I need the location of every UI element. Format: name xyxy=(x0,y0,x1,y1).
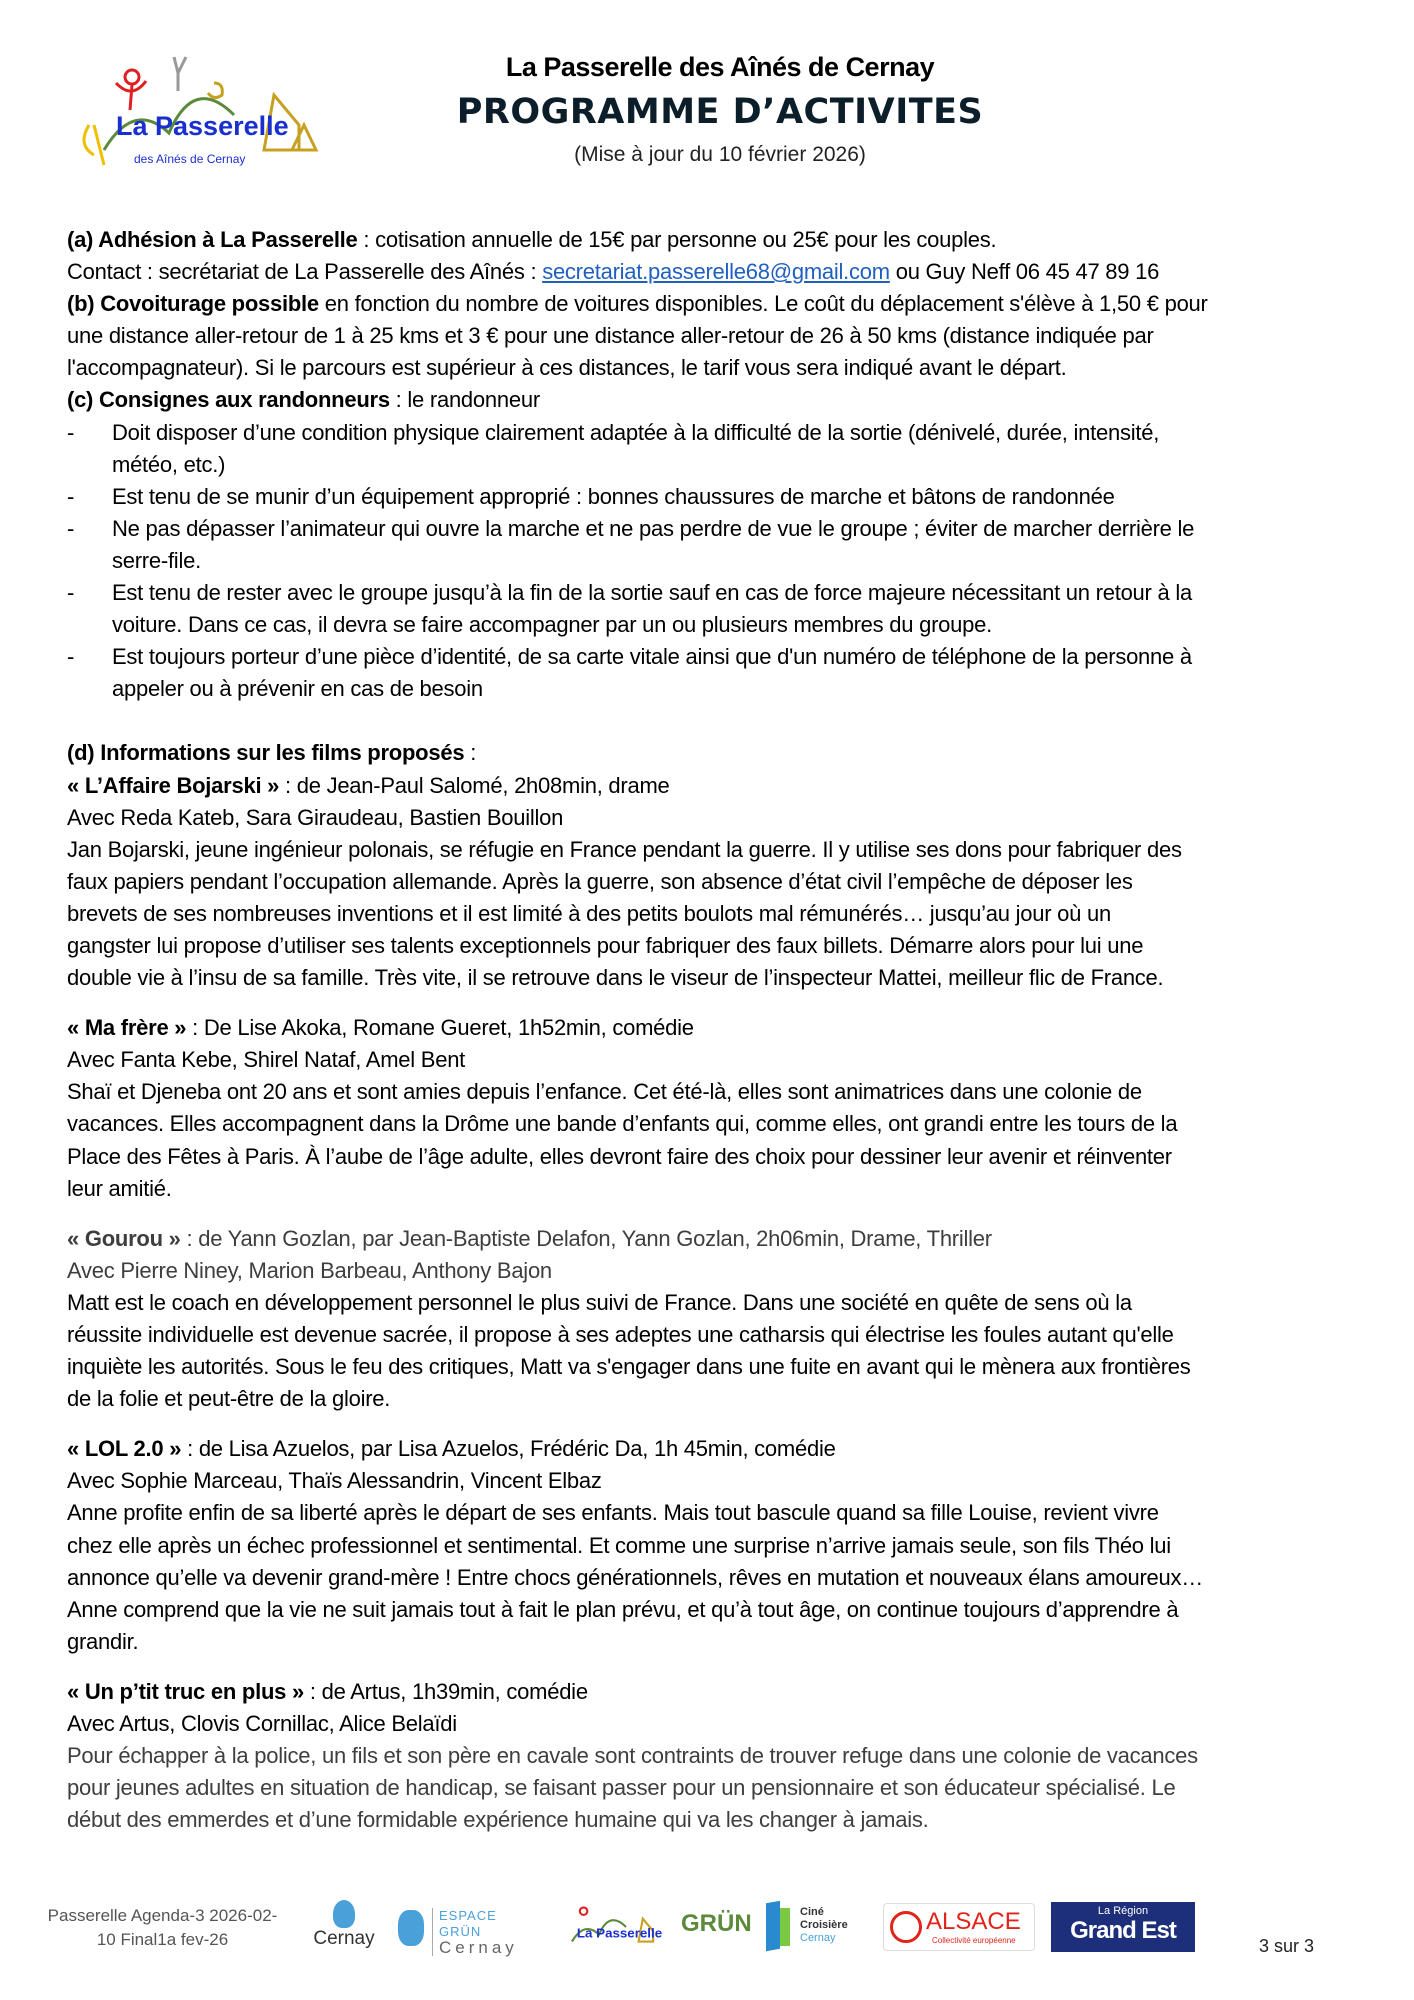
hiker-rule-line: Doit disposer d’une condition physique clairement adaptée à la difficulté de la sortie (dénivelé, durée, intensité, xyxy=(112,419,1160,445)
hiker-rule-line: Est tenu de se munir d’un équipement approprié : bonnes chaussures de marche et bâtons de randonnée xyxy=(112,483,1115,509)
film-synopsis-line: brevets de ses nombreuses inventions et il est limité à des petits boulots mal rémunérés… jusqu’au jour où un xyxy=(67,900,1111,926)
hiker-rule-line: Est tenu de rester avec le groupe jusqu’à la fin de la sortie sauf en cas de force majeure nécessitant un retour à la xyxy=(112,580,1192,606)
hiker-rule-line: voiture. Dans ce cas, il devra se faire accompagner par un ou plusieurs membres du groupe. xyxy=(112,612,992,638)
films-list xyxy=(67,770,1357,1837)
film-title: « Un p’tit truc en plus » xyxy=(67,1678,304,1704)
film-details: : de Artus, 1h39min, comédie xyxy=(304,1678,588,1704)
film-synopsis-line: leur amitié. xyxy=(67,1175,172,1201)
film-entry xyxy=(67,1223,1357,1416)
film-details: : De Lise Akoka, Romane Gueret, 1h52min, comédie xyxy=(186,1015,694,1041)
film-synopsis-line: Anne profite enfin de sa liberté après le départ de ses enfants. Mais tout bascule quand sa fille Louise, revient vivre xyxy=(67,1500,1159,1526)
hiker-rule-line: appeler ou à prévenir en cas de besoin xyxy=(112,676,483,702)
bullet-dash: - xyxy=(67,419,75,445)
grun-logo: GRÜN xyxy=(681,1910,752,1937)
page-number: 3 sur 3 xyxy=(1259,1936,1315,1956)
film-synopsis-line: faux papiers pendant l’occupation allemande. Après la guerre, son absence d’état civil l’empêche de déposer les xyxy=(67,868,1133,894)
film-synopsis-line: réussite individuelle est devenue sacrée, il propose à ses adeptes une catharsis qui électrise les foules autant qu'elle xyxy=(67,1322,1174,1347)
carpool-text: en fonction du nombre de voitures disponibles. Le coût du déplacement s'élève à 1,50 € pour xyxy=(318,291,1208,317)
la-passerelle-small-logo xyxy=(559,1902,664,1952)
membership-text: : cotisation annuelle de 15€ par personne ou 25€ pour les couples. xyxy=(357,227,997,252)
film-cast: Avec Pierre Niney, Marion Barbeau, Anthony Bajon xyxy=(67,1257,552,1283)
contact-label: Contact : secrétariat de La Passerelle des Aînés : xyxy=(67,259,543,285)
film-cast: Avec Artus, Clovis Cornillac, Alice Belaïdi xyxy=(67,1711,457,1737)
carpool-heading: (b) Covoiturage possible xyxy=(67,291,319,317)
hiker-rule-line: Est toujours porteur d’une pièce d’identité, de sa carte vitale ainsi que d'un numéro de téléphone de la personne à xyxy=(112,644,1192,670)
film-entry xyxy=(67,1433,1357,1658)
films-colon: : xyxy=(464,740,477,766)
film-synopsis-line: double vie à l’insu de sa famille. Très vite, il se retrouve dans le viseur de l’inspecteur Mattei, meilleur flic de France. xyxy=(67,965,1164,991)
film-title: « L’Affaire Bojarski » xyxy=(67,772,280,798)
film-synopsis-line: inquiète les autorités. Sous le feu des critiques, Matt va s'engager dans une fuite en avant qui le mènera aux frontières xyxy=(67,1354,1191,1380)
cernay-logo: Cernay xyxy=(308,1900,380,1950)
contact-line xyxy=(67,256,1357,288)
film-heading xyxy=(67,1012,1357,1044)
hiker-rule-line: serre-file. xyxy=(112,547,201,573)
film-synopsis-line: vacances. Elles accompagnent dans la Drôme une bande d’enfants qui, comme elles, ont grandi entre les tours de la xyxy=(67,1111,1178,1137)
film-heading xyxy=(67,1676,1357,1708)
film-synopsis-line: Jan Bojarski, jeune ingénieur polonais, se réfugie en France pendant la guerre. Il y utilise ses dons pour fabriquer des xyxy=(67,836,1182,862)
film-synopsis-line: annonce qu’elle va devenir grand-mère ! Entre chocs générationnels, rêves en mutation et nouveaux élans amoureux… xyxy=(67,1564,1203,1590)
hiker-rule-line: météo, etc.) xyxy=(112,451,226,477)
doc-ref-line: 10 Final1a fev-26 xyxy=(96,1930,229,1949)
film-details: : de Lisa Azuelos, par Lisa Azuelos, Frédéric Da, 1h 45min, comédie xyxy=(181,1436,836,1462)
hiker-rule-item xyxy=(67,513,1357,577)
film-synopsis-line: Pour échapper à la police, un fils et son père en cavale sont contraints de trouver refuge dans une colonie de vacances xyxy=(67,1743,1198,1769)
film-cast: Avec Reda Kateb, Sara Giraudeau, Bastien Bouillon xyxy=(67,804,564,830)
film-cast: Avec Fanta Kebe, Shirel Nataf, Amel Bent xyxy=(67,1047,466,1073)
film-title: « LOL 2.0 » xyxy=(67,1436,182,1462)
membership-line xyxy=(67,224,1357,256)
films-heading: (d) Informations sur les films proposés xyxy=(67,740,465,766)
film-heading xyxy=(67,1433,1357,1465)
film-synopsis-line: gangster lui propose d’utiliser ses talents exceptionnels pour fabriquer des faux billets. Démarre alors pour lui une xyxy=(67,932,1144,958)
film-synopsis-line: Place des Fêtes à Paris. À l’aube de l’âge adulte, elles devront faire des choix pour dessiner leur avenir et réinventer xyxy=(67,1143,1172,1169)
film-details: : de Jean-Paul Salomé, 2h08min, drame xyxy=(279,772,670,798)
hiker-rules-list xyxy=(67,417,1357,706)
hiker-rules-line xyxy=(67,384,1357,416)
bullet-dash: - xyxy=(67,580,75,606)
contact-phone: ou Guy Neff 06 45 47 89 16 xyxy=(889,259,1160,285)
grand-est-logo: La Région Grand Est xyxy=(1051,1902,1195,1952)
film-synopsis-line: grandir. xyxy=(67,1628,139,1654)
carpool-line: l'accompagnateur). Si le parcours est supérieur à ces distances, le tarif vous sera indiqué avant le départ. xyxy=(67,355,1067,381)
membership-heading: (a) Adhésion à La Passerelle xyxy=(67,227,358,252)
doc-ref-line: Passerelle Agenda-3 2026-02- xyxy=(47,1906,278,1925)
film-synopsis-line: Anne comprend que la vie ne suit jamais tout à fait le plan prévu, et qu’à tout âge, on continue toujours d’apprendre à xyxy=(67,1596,1179,1622)
carpool-line xyxy=(67,288,1357,320)
film-cast: Avec Sophie Marceau, Thaïs Alessandrin, Vincent Elbaz xyxy=(67,1468,602,1494)
film-synopsis-line: chez elle après un échec professionnel et sentimental. Et comme une surprise n’arrive jamais seule, son fils Théo lui xyxy=(67,1532,1171,1558)
film-title: « Gourou » xyxy=(67,1225,181,1251)
film-synopsis-line: de la folie et peut-être de la gloire. xyxy=(67,1386,391,1412)
film-entry xyxy=(67,770,1357,995)
hiker-rules-text: : le randonneur xyxy=(389,387,540,413)
svg-text:La Passerelle: La Passerelle xyxy=(116,111,289,141)
film-title: « Ma frère » xyxy=(67,1015,187,1041)
film-details: : de Yann Gozlan, par Jean-Baptiste Delafon, Yann Gozlan, 2h06min, Drame, Thriller xyxy=(180,1225,992,1251)
footer-doc-reference xyxy=(40,1904,285,1952)
bullet-dash: - xyxy=(67,515,75,541)
film-synopsis-line: Shaï et Djeneba ont 20 ans et sont amies depuis l’enfance. Cet été-là, elles sont animatrices dans une colonie de xyxy=(67,1079,1142,1105)
film-entry xyxy=(67,1676,1357,1836)
carpool-line: une distance aller-retour de 1 à 25 kms et 3 € pour une distance aller-retour de 26 à 50 kms (distance indiquée par xyxy=(67,323,1154,349)
bullet-dash: - xyxy=(67,483,75,509)
film-synopsis-line: pour jeunes adultes en situation de handicap, se faisant passer pour un pensionnaire et son éducateur spécialisé. Le xyxy=(67,1775,1176,1801)
hiker-rule-line: Ne pas dépasser l’animateur qui ouvre la marche et ne pas perdre de vue le groupe ; éviter de marcher derrière le xyxy=(112,515,1195,541)
espace-grun-logo: ESPACE GRÜN Cernay xyxy=(398,1908,538,1950)
film-heading xyxy=(67,1223,1357,1255)
update-date: (Mise à jour du 10 février 2026) xyxy=(574,143,866,166)
film-entry xyxy=(67,1012,1357,1205)
film-heading xyxy=(67,770,1357,802)
alsace-logo: ALSACE Collectivité européenne xyxy=(883,1903,1035,1951)
document-body xyxy=(67,224,1357,1836)
hiker-rule-item xyxy=(67,417,1357,481)
svg-text:La Passerelle: La Passerelle xyxy=(576,1925,663,1941)
film-synopsis-line: Matt est le coach en développement personnel le plus suivi de France. Dans une société en quête de sens où la xyxy=(67,1289,1132,1315)
bullet-dash: - xyxy=(67,644,75,670)
hiker-rule-item xyxy=(67,641,1357,705)
page-title: PROGRAMME D’ACTIVITES xyxy=(456,92,984,132)
hiker-rule-item xyxy=(67,481,1357,513)
svg-text:des Aînés de Cernay: des Aînés de Cernay xyxy=(134,152,246,166)
organization-name: La Passerelle des Aînés de Cernay xyxy=(505,52,935,82)
films-line xyxy=(67,737,1357,769)
film-synopsis-line: début des emmerdes et d’une formidable expérience humaine qui va les changer à jamais. xyxy=(67,1807,929,1833)
hiker-rules-heading: (c) Consignes aux randonneurs xyxy=(67,387,390,413)
contact-email-link[interactable]: secretariat.passerelle68@gmail.com xyxy=(542,259,890,285)
hiker-rule-item xyxy=(67,577,1357,641)
cine-croisiere-logo: Ciné Croisière Cernay xyxy=(766,1902,871,1952)
